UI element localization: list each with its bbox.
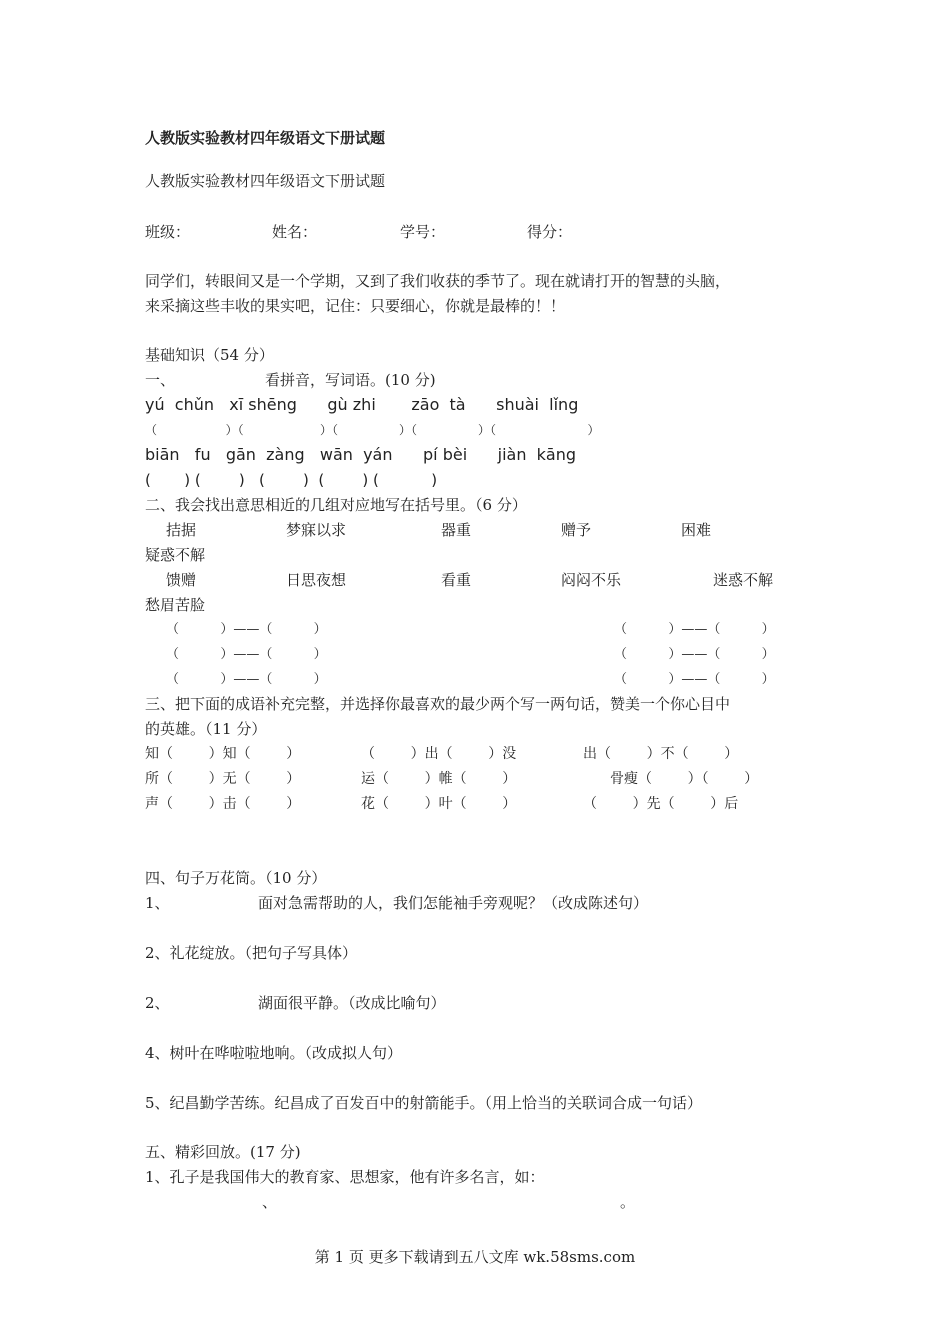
q3-text-1: 三、把下面的成语补充完整，并选择你最喜欢的最少两个写一两句话，赞美一个你心目中 (145, 695, 731, 713)
q2-pair-blank: （ ）——（ ） (166, 647, 327, 662)
q1-text: 看拼音，写词语。(10 分) (265, 371, 436, 389)
number-label: 学号： (400, 223, 446, 241)
q3-idiom: （ ）出（ ）没 (361, 746, 517, 762)
q2-word: 赠予 (561, 521, 592, 539)
q4-sentence-3: 湖面很平静。（改成比喻句） (258, 994, 446, 1012)
q5-dun-mark: 、 (262, 1193, 278, 1211)
q1-blanks-row-2: ( ) ( ) ( ) ( ) ( ) (145, 471, 438, 489)
q4-sentence-1: 面对急需帮助的人，我们怎能袖手旁观呢？（改成陈述句） (258, 894, 649, 912)
q2-word: 拮据 (166, 521, 197, 539)
q3-idiom: 知（ ）知（ ） (145, 746, 301, 762)
q1-blanks-row-1: （ ）（ ）（ ）（ ）（ ） (145, 423, 600, 437)
q2-word: 器重 (441, 521, 472, 539)
q4-text: 四、句子万花筒。（10 分） (145, 869, 327, 887)
q5-text: 五、精彩回放。(17 分) (145, 1143, 301, 1161)
name-label: 姓名： (272, 223, 318, 241)
section-basic-heading: 基础知识（54 分） (145, 346, 274, 364)
q1-pinyin-row-1: yú chǔn xī shēng gù zhi zāo tà shuài lǐng (145, 395, 579, 414)
q3-idiom: 所（ ）无（ ） (145, 771, 301, 787)
q2-pair-blank: （ ）——（ ） (614, 647, 775, 662)
q2-text: 二、我会找出意思相近的几组对应地写在括号里。（6 分） (145, 496, 527, 514)
class-label: 班级： (145, 223, 191, 241)
q2-word: 迷惑不解 (713, 571, 774, 589)
q5-period-mark: 。 (620, 1193, 636, 1211)
page-footer: 第 1 页 更多下载请到五八文库 wk.58sms.com (314, 1248, 636, 1266)
page-title-bold: 人教版实验教材四年级语文下册试题 (145, 129, 386, 147)
q4-s1-num: 1、 (145, 894, 170, 912)
q2-word: 疑惑不解 (145, 546, 206, 564)
q2-word: 馈赠 (166, 571, 197, 589)
q2-word: 看重 (441, 571, 472, 589)
q4-sentence-4: 4、树叶在哗啦啦地响。（改成拟人句） (145, 1044, 403, 1062)
q2-word: 困难 (681, 521, 712, 539)
q1-pinyin-row-2: biān fu gān zàng wān yán pí bèi jiàn kāng (145, 445, 577, 464)
q3-idiom: 运（ ）帷（ ） (361, 771, 517, 787)
q2-word: 梦寐以求 (286, 521, 347, 539)
q3-idiom: （ ）先（ ）后 (583, 796, 739, 812)
intro-line-1: 同学们，转眼间又是一个学期，又到了我们收获的季节了。现在就请打开的智慧的头脑， (145, 272, 731, 290)
q3-idiom: 花（ ）叶（ ） (361, 796, 517, 812)
q5-sentence-1: 1、孔子是我国伟大的教育家、思想家，他有许多名言，如： (145, 1168, 545, 1186)
q2-pair-blank: （ ）——（ ） (614, 672, 775, 687)
intro-line-2: 来采摘这些丰收的果实吧，记住：只要细心，你就是最棒的！！ (145, 297, 566, 315)
q2-pair-blank: （ ）——（ ） (166, 622, 327, 637)
q2-word: 日思夜想 (286, 571, 347, 589)
q3-idiom: 骨瘦（ ）（ ） (610, 771, 759, 787)
q2-word: 闷闷不乐 (561, 571, 622, 589)
q4-s3-num: 2、 (145, 994, 170, 1012)
score-label: 得分： (527, 223, 573, 241)
q4-sentence-5: 5、纪昌勤学苦练。纪昌成了百发百中的射箭能手。（用上恰当的关联词合成一句话） (145, 1094, 703, 1112)
page-title: 人教版实验教材四年级语文下册试题 (145, 172, 386, 190)
q2-word: 愁眉苦脸 (145, 596, 206, 614)
q1-label: 一、 (145, 371, 176, 389)
q2-pair-blank: （ ）——（ ） (614, 622, 775, 637)
q3-idiom: 出（ ）不（ ） (583, 746, 739, 762)
q2-pair-blank: （ ）——（ ） (166, 672, 327, 687)
q3-text-2: 的英雄。（11 分） (145, 720, 267, 738)
q3-idiom: 声（ ）击（ ） (145, 796, 301, 812)
q4-sentence-2: 2、礼花绽放。（把句子写具体） (145, 944, 358, 962)
